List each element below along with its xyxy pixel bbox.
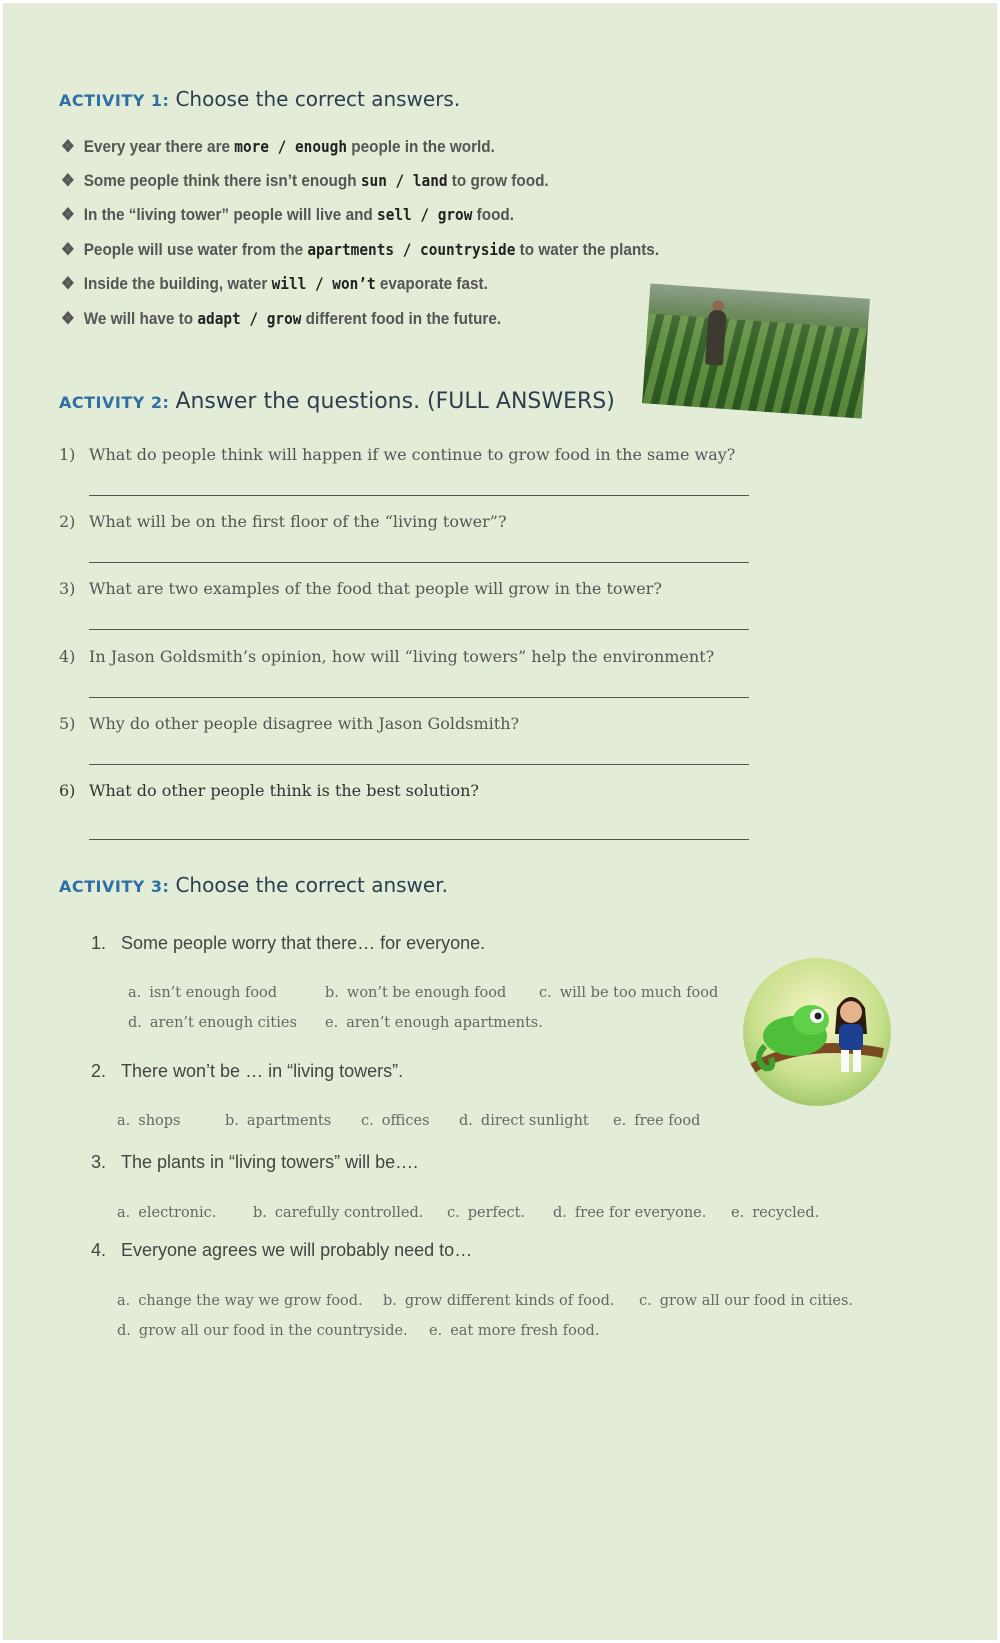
chameleon-avatar-image — [743, 958, 891, 1106]
mc-question-1: 1. Some people worry that there… for everyone. — [91, 933, 486, 953]
mc-option[interactable]: a. electronic. — [117, 1205, 217, 1221]
mc-question-3: 3. The plants in “living towers” will be…. — [91, 1152, 419, 1172]
activity2-heading — [59, 389, 615, 414]
answer-line-5[interactable] — [89, 764, 749, 765]
activity1-item: ❖ We will have to adapt / grow different food in the future. — [61, 309, 502, 328]
question-3: 3) What are two examples of the food that people will grow in the tower? — [59, 579, 662, 598]
mc-option[interactable]: e. free food — [613, 1113, 701, 1129]
activity2-tag: ACTIVITY 2: — [59, 393, 170, 412]
activity1-item: ❖ Inside the building, water will / won’t evaporate fast. — [61, 274, 488, 293]
answer-line-4[interactable] — [89, 697, 749, 698]
activity1-item: ❖ In the “living tower” people will live and sell / grow food. — [61, 205, 515, 224]
choice-options[interactable]: sun / land — [360, 171, 448, 190]
mc-option[interactable]: e. eat more fresh food. — [429, 1323, 600, 1339]
activity3-title: Choose the correct answer. — [175, 873, 448, 897]
mc-option[interactable]: c. offices — [361, 1113, 430, 1129]
mc-option[interactable]: e. recycled. — [731, 1205, 820, 1221]
answer-line-3[interactable] — [89, 629, 749, 630]
mc-option[interactable]: b. grow different kinds of food. — [383, 1293, 615, 1309]
mc-option[interactable]: c. perfect. — [447, 1205, 526, 1221]
answer-line-6[interactable] — [89, 839, 749, 840]
activity1-item: ❖ Every year there are more / enough people in the world. — [61, 137, 495, 156]
mc-option[interactable]: e. aren’t enough apartments. — [325, 1015, 543, 1031]
answer-line-1[interactable] — [89, 495, 749, 496]
activity1-heading — [59, 87, 460, 111]
activity1-title: Choose the correct answers. — [175, 87, 461, 111]
choice-options[interactable]: sell / grow — [377, 205, 473, 224]
mc-option[interactable]: c. grow all our food in cities. — [639, 1293, 853, 1309]
mc-option[interactable]: a. shops — [117, 1113, 181, 1129]
mc-option[interactable]: c. will be too much food — [539, 985, 719, 1001]
diamond-bullet-icon: ❖ — [61, 274, 75, 293]
mc-question-2: 2. There won’t be … in “living towers”. — [91, 1061, 404, 1081]
mc-option[interactable]: d. free for everyone. — [553, 1205, 707, 1221]
diamond-bullet-icon: ❖ — [61, 240, 75, 259]
activity1-item: ❖ Some people think there isn’t enough sun / land to grow food. — [61, 171, 549, 190]
mc-option[interactable]: a. isn’t enough food — [128, 985, 278, 1001]
mc-option[interactable]: d. grow all our food in the countryside. — [117, 1323, 408, 1339]
choice-options[interactable]: apartments / countryside — [307, 240, 516, 259]
mc-question-4: 4. Everyone agrees we will probably need to… — [91, 1240, 473, 1260]
mc-option[interactable]: a. change the way we grow food. — [117, 1293, 363, 1309]
choice-options[interactable]: adapt / grow — [197, 309, 302, 328]
question-6: 6) What do other people think is the best solution? — [59, 781, 479, 800]
diamond-bullet-icon: ❖ — [61, 309, 75, 328]
choice-options[interactable]: will / won’t — [271, 274, 376, 293]
activity1-item: ❖ People will use water from the apartments / countryside to water the plants. — [61, 240, 660, 259]
question-5: 5) Why do other people disagree with Jason Goldsmith? — [59, 714, 520, 733]
question-1: 1) What do people think will happen if we continue to grow food in the same way? — [59, 445, 736, 464]
activity2-title: Answer the questions. (FULL ANSWERS) — [175, 389, 615, 414]
diamond-bullet-icon: ❖ — [61, 205, 75, 224]
diamond-bullet-icon: ❖ — [61, 137, 75, 156]
question-2: 2) What will be on the first floor of the “living tower”? — [59, 512, 507, 531]
worksheet-page — [3, 3, 997, 1640]
farm-photo — [642, 283, 870, 418]
activity3-tag: ACTIVITY 3: — [59, 877, 170, 896]
question-4: 4) In Jason Goldsmith’s opinion, how will “living towers” help the environment? — [59, 647, 715, 666]
activity1-tag: ACTIVITY 1: — [59, 91, 170, 110]
mc-option[interactable]: b. carefully controlled. — [253, 1205, 424, 1221]
mc-option[interactable]: d. direct sunlight — [459, 1113, 589, 1129]
mc-option[interactable]: b. apartments — [225, 1113, 332, 1129]
diamond-bullet-icon: ❖ — [61, 171, 75, 190]
choice-options[interactable]: more / enough — [234, 137, 348, 156]
answer-line-2[interactable] — [89, 562, 749, 563]
activity3-heading — [59, 873, 448, 897]
mc-option[interactable]: d. aren’t enough cities — [128, 1015, 297, 1031]
mc-option[interactable]: b. won’t be enough food — [325, 985, 507, 1001]
